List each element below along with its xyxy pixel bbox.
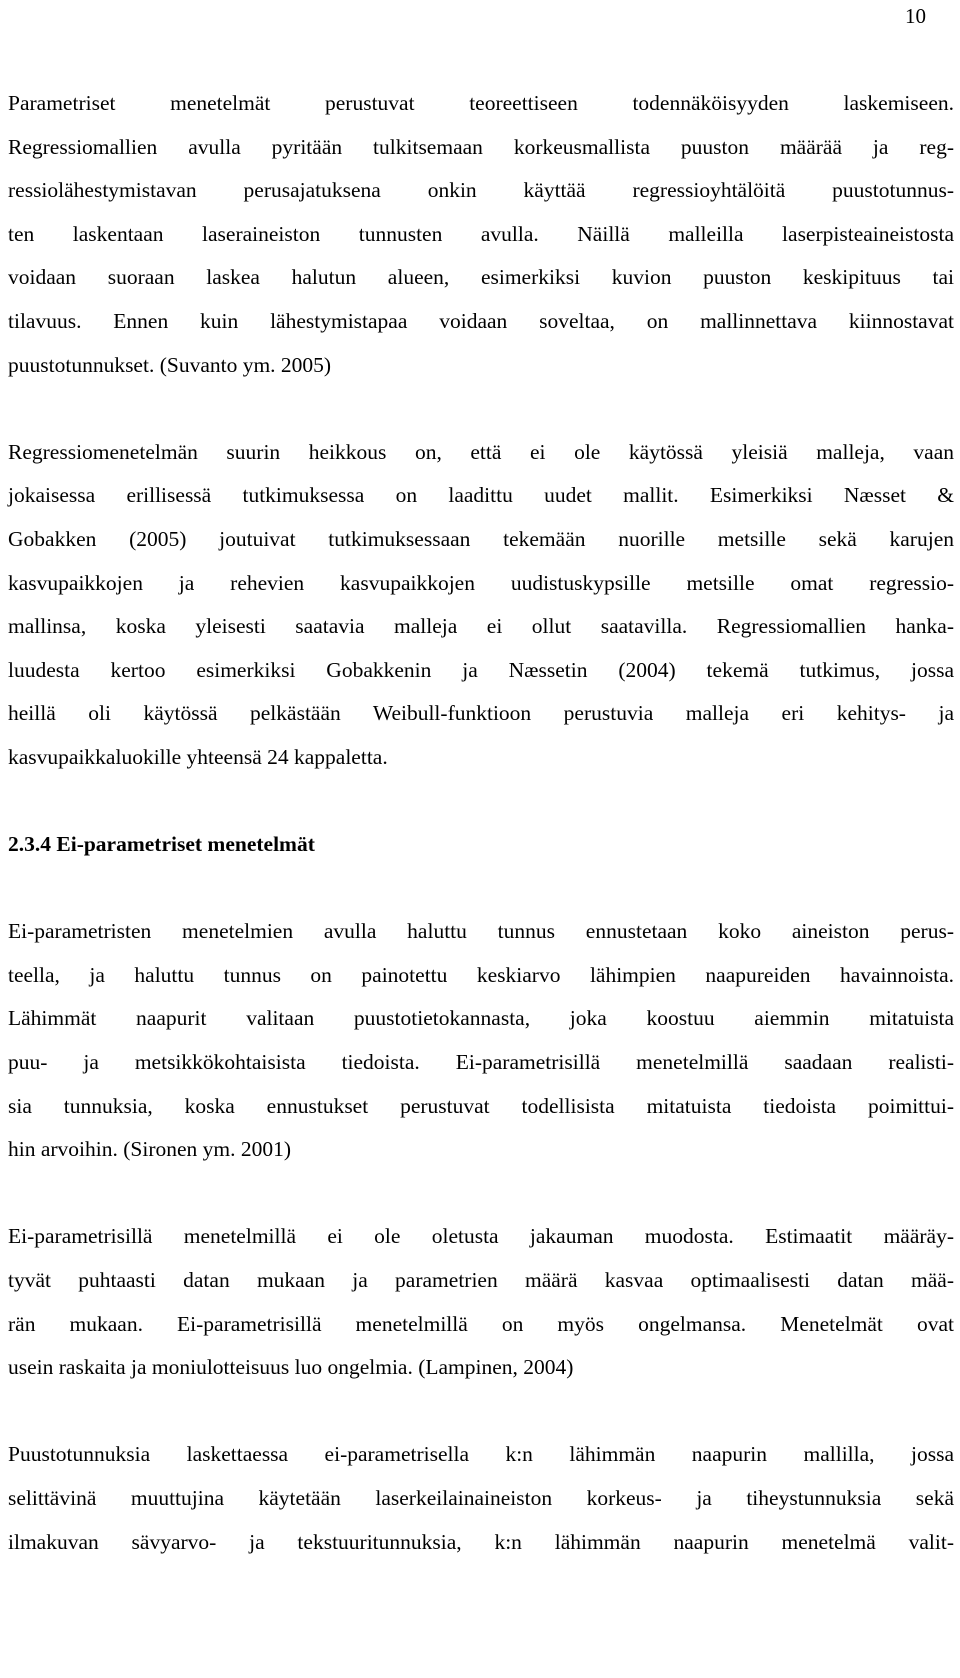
page-body (8, 88, 954, 1570)
text-line: Ei-parametristen menetelmien avulla haluttu tunnus ennustetaan koko aineiston perus- (8, 919, 954, 944)
paragraph-regression-weakness (8, 437, 954, 786)
text-line: Lähimmät naapurit valitaan puustotietokannasta, joka koostuu aiemmin mitatuista (8, 1006, 954, 1031)
text-line: teella, ja haluttu tunnus on painotettu keskiarvo lähimpien naapureiden havainnoista. (8, 962, 954, 987)
text-line: kasvupaikkaluokille yhteensä 24 kappaletta. (8, 744, 388, 769)
text-line: usein raskaita ja moniulotteisuus luo ongelmia. (Lampinen, 2004) (8, 1355, 574, 1380)
paragraph-nonparametric-methods (8, 916, 954, 1178)
text-line: Puustotunnuksia laskettaessa ei-parametrisella k:n lähimmän naapurin mallilla, jossa (8, 1442, 954, 1467)
paragraph-gap (8, 393, 954, 437)
text-line: Ei-parametrisillä menetelmillä ei ole oletusta jakauman muodosta. Estimaatit määräy- (8, 1224, 954, 1249)
paragraph-distribution-assumption (8, 1221, 954, 1395)
section-heading: 2.3.4 Ei-parametriset menetelmät (8, 832, 315, 857)
text-line: selittävinä muuttujina käytetään laserkeilainaineiston korkeus- ja tiheystunnuksia sekä (8, 1486, 954, 1510)
text-line: puustotunnukset. (Suvanto ym. 2005) (8, 352, 332, 377)
paragraph-gap (8, 873, 954, 917)
page-number: 10 (905, 4, 926, 28)
text-line: heillä oli käytössä pelkästään Weibull-funktioon perustuvia malleja eri kehitys- ja (8, 701, 954, 726)
text-line: Regressiomallien avulla pyritään tulkitsemaan korkeusmallista puuston määrää ja reg- (8, 134, 954, 159)
text-line: luudesta kertoo esimerkiksi Gobakkenin ja Næssetin (2004) tekemä tutkimus, jossa (8, 657, 954, 682)
paragraph-gap (8, 1178, 954, 1222)
text-line: kasvupaikkojen ja rehevien kasvupaikkojen uudistuskypsille metsille omat regressio- (8, 570, 954, 595)
text-line: ten laskentaan laseraineiston tunnusten avulla. Näillä malleilla laserpisteaineistosta (8, 221, 954, 246)
text-line: mallinsa, koska yleisesti saatavia malleja ei ollut saatavilla. Regressiomallien hanka- (8, 614, 954, 639)
text-line: tilavuus. Ennen kuin lähestymistapaa voidaan soveltaa, on mallinnettava kiinnostavat (8, 308, 954, 333)
paragraph-gap (8, 786, 954, 830)
paragraph-parametric-methods (8, 88, 954, 393)
text-line: rän mukaan. Ei-parametrisillä menetelmillä on myös ongelmansa. Menetelmät ovat (8, 1311, 954, 1336)
text-line: tyvät puhtaasti datan mukaan ja parametrien määrä kasvaa optimaalisesti datan mää- (8, 1268, 954, 1293)
text-line: ilmakuvan sävyarvo- ja tekstuuritunnuksia, k:n lähimmän naapurin menetelmä valit- (8, 1529, 954, 1554)
text-line: sia tunnuksia, koska ennustukset perustuvat todellisista mitatuista tiedoista poimittui- (8, 1093, 954, 1118)
text-line: voidaan suoraan laskea halutun alueen, esimerkiksi kuvion puuston keskipituus tai (8, 265, 954, 290)
text-line: hin arvoihin. (Sironen ym. 2001) (8, 1137, 292, 1162)
text-line: Gobakken (2005) joutuivat tutkimuksessaan tekemään nuorille metsille sekä karujen (8, 526, 954, 551)
text-line: Regressiomenetelmän suurin heikkous on, että ei ole käytössä yleisiä malleja, vaan (8, 439, 954, 464)
text-line: puu- ja metsikkökohtaisista tiedoista. Ei-parametrisillä menetelmillä saadaan realisti- (8, 1050, 954, 1075)
text-line: jokaisessa erillisessä tutkimuksessa on laadittu uudet mallit. Esimerkiksi Næsset & (8, 483, 954, 508)
text-line: Parametriset menetelmät perustuvat teoreettiseen todennäköisyyden laskemiseen. (8, 91, 954, 115)
paragraph-knn-method (8, 1439, 954, 1570)
paragraph-gap (8, 1396, 954, 1440)
text-line: ressiolähestymistavan perusajatuksena onkin käyttää regressioyhtälöitä puustotunnus- (8, 178, 954, 203)
